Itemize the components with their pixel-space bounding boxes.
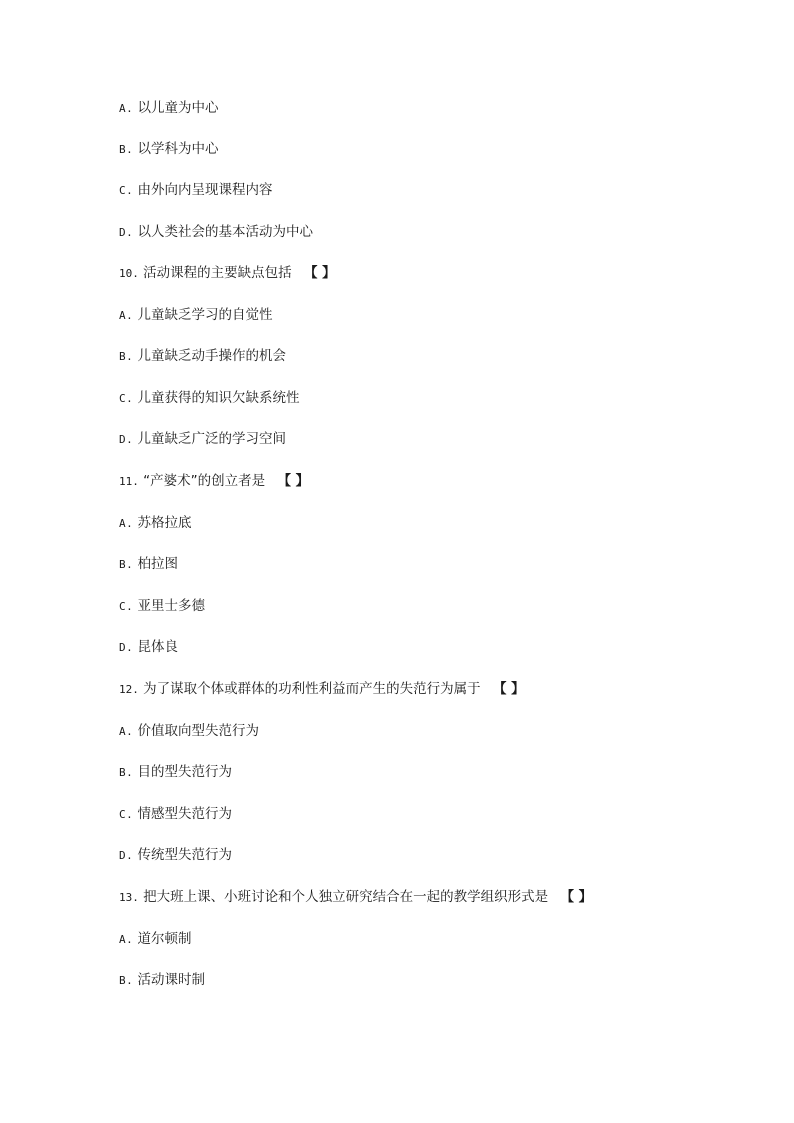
question-12 <box>119 679 759 699</box>
option-text: 亚里士多德 <box>137 598 206 614</box>
option-a-q11 <box>119 513 759 533</box>
option-marker: C. <box>119 184 134 197</box>
question-number: 11. <box>119 475 139 488</box>
option-text: 儿童获得的知识欠缺系统性 <box>137 390 300 406</box>
question-number: 12. <box>119 683 139 696</box>
option-marker: B. <box>119 143 134 156</box>
option-marker: D. <box>119 433 134 446</box>
question-number: 13. <box>119 891 139 904</box>
option-a-q9 <box>119 98 759 118</box>
option-marker: C. <box>119 808 134 821</box>
option-text: 价值取向型失范行为 <box>137 723 260 739</box>
answer-bracket: 【 】 <box>303 265 336 281</box>
option-text: 道尔顿制 <box>137 931 192 947</box>
option-marker: B. <box>119 558 134 571</box>
option-c-q9 <box>119 180 759 200</box>
option-text: 昆体良 <box>137 639 179 655</box>
answer-bracket: 【 】 <box>492 681 525 697</box>
answer-bracket: 【 】 <box>560 889 593 905</box>
option-text: 以学科为中心 <box>137 141 219 157</box>
option-marker: C. <box>119 392 134 405</box>
option-d-q10 <box>119 429 759 449</box>
option-d-q11 <box>119 637 759 657</box>
option-text: 儿童缺乏广泛的学习空间 <box>137 431 287 447</box>
option-marker: A. <box>119 933 134 946</box>
question-text: 为了谋取个体或群体的功利性利益而产生的失范行为属于 <box>143 681 481 697</box>
question-13 <box>119 887 759 907</box>
option-text: 儿童缺乏学习的自觉性 <box>137 307 273 323</box>
option-b-q9 <box>119 139 759 159</box>
option-text: 情感型失范行为 <box>137 806 233 822</box>
question-10 <box>119 263 759 283</box>
option-text: 由外向内呈现课程内容 <box>137 182 273 198</box>
option-marker: A. <box>119 102 134 115</box>
option-a-q13 <box>119 929 759 949</box>
option-marker: A. <box>119 309 134 322</box>
option-b-q10 <box>119 346 759 366</box>
option-marker: D. <box>119 641 134 654</box>
option-d-q12 <box>119 845 759 865</box>
option-b-q11 <box>119 554 759 574</box>
option-marker: B. <box>119 766 134 779</box>
option-c-q11 <box>119 596 759 616</box>
option-marker: A. <box>119 517 134 530</box>
option-text: 以儿童为中心 <box>137 100 219 116</box>
option-a-q10 <box>119 305 759 325</box>
question-11 <box>119 471 759 491</box>
option-text: 传统型失范行为 <box>137 847 233 863</box>
option-a-q12 <box>119 721 759 741</box>
option-marker: D. <box>119 226 134 239</box>
option-text: 柏拉图 <box>137 556 179 572</box>
question-number: 10. <box>119 267 139 280</box>
option-text: 苏格拉底 <box>137 515 192 531</box>
answer-bracket: 【 】 <box>277 473 310 489</box>
option-c-q12 <box>119 804 759 824</box>
option-b-q12 <box>119 762 759 782</box>
question-text: 活动课程的主要缺点包括 <box>143 265 292 281</box>
question-text: “产婆术”的创立者是 <box>143 473 266 489</box>
option-marker: B. <box>119 974 134 987</box>
option-text: 目的型失范行为 <box>137 764 233 780</box>
option-text: 以人类社会的基本活动为中心 <box>137 224 314 240</box>
option-marker: A. <box>119 725 134 738</box>
question-text: 把大班上课、小班讨论和个人独立研究结合在一起的教学组织形式是 <box>143 889 549 905</box>
option-b-q13 <box>119 970 759 990</box>
option-d-q9 <box>119 222 759 242</box>
option-text: 儿童缺乏动手操作的机会 <box>137 348 287 364</box>
option-marker: B. <box>119 350 134 363</box>
option-marker: D. <box>119 849 134 862</box>
option-marker: C. <box>119 600 134 613</box>
option-c-q10 <box>119 388 759 408</box>
option-text: 活动课时制 <box>137 972 206 988</box>
